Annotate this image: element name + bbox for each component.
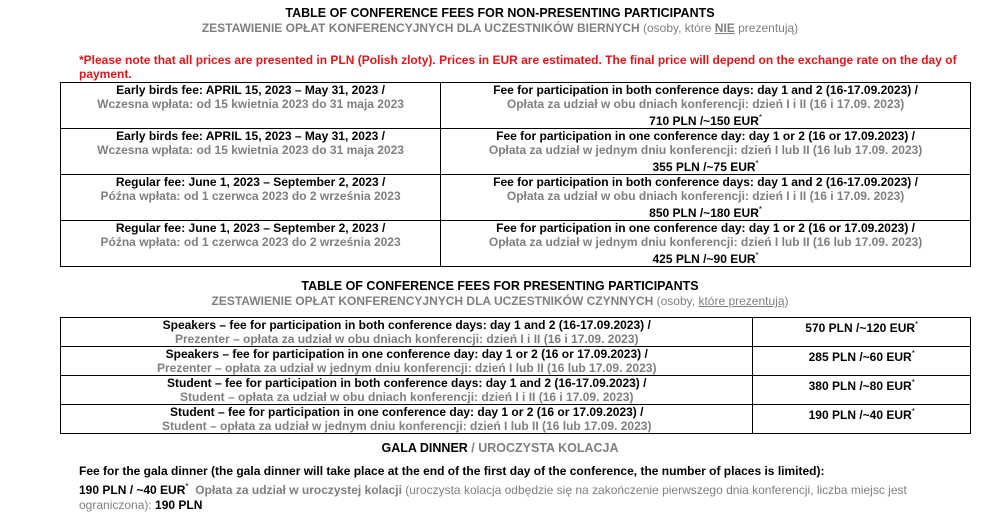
period-en: Regular fee: June 1, 2023 – September 2, 2023 /	[115, 175, 386, 189]
table1-subtitle-paren-pre: (osoby, które	[642, 21, 715, 35]
table-row	[61, 405, 971, 434]
gala-title-separator: /	[467, 441, 479, 455]
table2-subtitle	[0, 294, 1000, 309]
period-cell	[61, 129, 441, 175]
fee-price-value: 355 PLN /~75 EUR	[652, 160, 756, 174]
period-cell	[61, 83, 441, 129]
participation-cell	[61, 318, 753, 347]
table2-subtitle-underlined: które prezentują	[698, 294, 785, 308]
fee-price	[441, 157, 970, 174]
participation-pl: Student – opłata za udział w jednym dniu konferencji: dzień I lub II (16 lub 17.09. 2023)	[162, 419, 652, 433]
table1-subtitle	[0, 21, 1000, 36]
gala-title-en: GALA DINNER	[381, 441, 468, 455]
price-cell	[753, 376, 971, 405]
fee-price-asterisk: *	[755, 251, 759, 260]
non-presenting-fees-table	[60, 82, 971, 267]
gala-price-en: 190 PLN / ~40 EUR	[79, 483, 186, 497]
period-cell	[61, 175, 441, 221]
price-asterisk: *	[911, 378, 915, 387]
participation-cell	[61, 347, 753, 376]
fee-en: Fee for participation in one conference day: day 1 or 2 (16 or 17.09.2023) /	[496, 129, 915, 143]
period-pl: Wczesna wpłata: od 15 kwietnia 2023 do 31 maja 2023	[97, 97, 404, 111]
participation-pl: Prezenter – opłata za udział w jednym dniu konferencji: dzień I lub II (16 lub 17.09. 2023)	[156, 361, 657, 375]
table2-subtitle-main: ZESTAWIENIE OPŁAT KONFERENCYJNYCH DLA UCZESTNIKÓW CZYNNYCH	[211, 294, 654, 308]
currency-note: *Please note that all prices are presented in PLN (Polish zloty). Prices in EUR are estimated. The final price will depend on the exchange rate on the day of payment.	[79, 53, 957, 81]
period-en: Early birds fee: APRIL 15, 2023 – May 31, 2023 /	[116, 83, 385, 97]
participation-en: Student – fee for participation in both conference days: day 1 and 2 (16-17.09.2023) /	[166, 376, 647, 390]
period-pl: Późna wpłata: od 1 czerwca 2023 do 2 września 2023	[100, 189, 401, 203]
table2-subtitle-paren-post: )	[784, 294, 789, 308]
price-asterisk: *	[911, 349, 915, 358]
gala-price-pl: 190 PLN	[155, 498, 203, 512]
participation-en: Speakers – fee for participation in both conference days: day 1 and 2 (16-17.09.2023) /	[162, 318, 651, 332]
price-cell	[753, 318, 971, 347]
table-row	[61, 129, 971, 175]
table2-title: TABLE OF CONFERENCE FEES FOR PRESENTING PARTICIPANTS	[301, 279, 699, 293]
price-value: 285 PLN /~60 EUR	[808, 350, 912, 364]
price-value: 190 PLN /~40 EUR	[808, 408, 912, 422]
gala-dinner-text	[79, 464, 959, 513]
fee-cell	[441, 129, 971, 175]
gala-dinner-heading	[0, 441, 1000, 456]
gala-label-pl: Opłata za udział w uroczystej kolacji	[195, 483, 402, 497]
table-row	[61, 318, 971, 347]
participation-en: Speakers – fee for participation in one conference day: day 1 or 2 (16 or 17.09.2023) /	[165, 347, 648, 361]
price-value: 380 PLN /~80 EUR	[808, 379, 912, 393]
fee-pl: Opłata za udział w obu dniach konferencji: dzień I i II (16 i 17.09. 2023)	[506, 189, 905, 203]
price-value: 570 PLN /~120 EUR	[805, 321, 916, 335]
gala-text-en: Fee for the gala dinner (the gala dinner will take place at the end of the first day of the conference, the number of places is limited):	[79, 464, 825, 478]
table-row	[61, 376, 971, 405]
fee-cell	[441, 175, 971, 221]
fee-en: Fee for participation in both conference days: day 1 and 2 (16-17.09.2023) /	[493, 175, 918, 189]
table-row	[61, 83, 971, 129]
participation-cell	[61, 405, 753, 434]
fee-price-asterisk: *	[758, 205, 763, 214]
participation-pl: Prezenter – opłata za udział w obu dniach konferencji: dzień I i II (16 i 17.09. 2023)	[174, 332, 639, 346]
presenting-fees-table	[60, 317, 971, 434]
fee-pl: Opłata za udział w jednym dniu konferencji: dzień I lub II (16 lub 17.09. 2023)	[488, 143, 923, 157]
fee-en: Fee for participation in both conference days: day 1 and 2 (16-17.09.2023) /	[493, 83, 918, 97]
table2-subtitle-paren	[657, 294, 789, 308]
table1-subtitle-paren	[643, 21, 798, 35]
fee-price-value: 425 PLN /~90 EUR	[652, 252, 756, 266]
fee-cell	[441, 221, 971, 267]
gala-title-pl: UROCZYSTA KOLACJA	[478, 441, 619, 455]
fee-price	[441, 249, 970, 266]
fee-price-value: 710 PLN /~150 EUR	[649, 114, 759, 128]
table-row	[61, 175, 971, 221]
fee-price	[441, 111, 970, 128]
table1-heading	[0, 6, 1000, 36]
gala-price-asterisk: *	[185, 482, 189, 491]
participation-cell	[61, 376, 753, 405]
table1-subtitle-main: ZESTAWIENIE OPŁAT KONFERENCYJNYCH DLA UCZESTNIKÓW BIERNYCH	[201, 21, 640, 35]
price-asterisk: *	[911, 407, 915, 416]
table1-subtitle-nie: NIE	[714, 21, 735, 35]
table-row	[61, 347, 971, 376]
fee-price-asterisk: *	[755, 159, 759, 168]
participation-pl: Student – opłata za udział w obu dniach konferencji: dzień I i II (16 i 17.09. 2023)	[180, 390, 634, 404]
price-cell	[753, 405, 971, 434]
fee-price-asterisk: *	[758, 113, 763, 122]
table2-heading	[0, 279, 1000, 309]
period-cell	[61, 221, 441, 267]
period-pl: Późna wpłata: od 1 czerwca 2023 do 2 września 2023	[100, 235, 401, 249]
period-pl: Wczesna wpłata: od 15 kwietnia 2023 do 31 maja 2023	[97, 143, 404, 157]
table1-subtitle-paren-post: prezentują)	[734, 21, 799, 35]
period-en: Early birds fee: APRIL 15, 2023 – May 31, 2023 /	[116, 129, 385, 143]
fee-price	[441, 203, 970, 220]
gala-text-pl: (uroczysta kolacja odbędzie się na zakończenie pierwszego dnia konferencji, liczba miejsc jest ograniczona):	[79, 483, 907, 512]
period-en: Regular fee: June 1, 2023 – September 2, 2023 /	[115, 221, 386, 235]
fee-pl: Opłata za udział w obu dniach konferencji: dzień I i II (16 i 17.09. 2023)	[506, 97, 905, 111]
table-row	[61, 221, 971, 267]
price-asterisk: *	[915, 320, 919, 329]
fee-pl: Opłata za udział w jednym dniu konferencji: dzień I lub II (16 lub 17.09. 2023)	[488, 235, 923, 249]
table1-title: TABLE OF CONFERENCE FEES FOR NON-PRESENTING PARTICIPANTS	[285, 6, 715, 20]
fee-price-value: 850 PLN /~180 EUR	[649, 206, 759, 220]
fee-en: Fee for participation in one conference day: day 1 or 2 (16 or 17.09.2023) /	[496, 221, 915, 235]
participation-en: Student – fee for participation in one conference day: day 1 or 2 (16 or 17.09.2023) /	[169, 405, 644, 419]
fee-cell	[441, 83, 971, 129]
table2-subtitle-paren-pre: (osoby,	[656, 294, 699, 308]
price-cell	[753, 347, 971, 376]
